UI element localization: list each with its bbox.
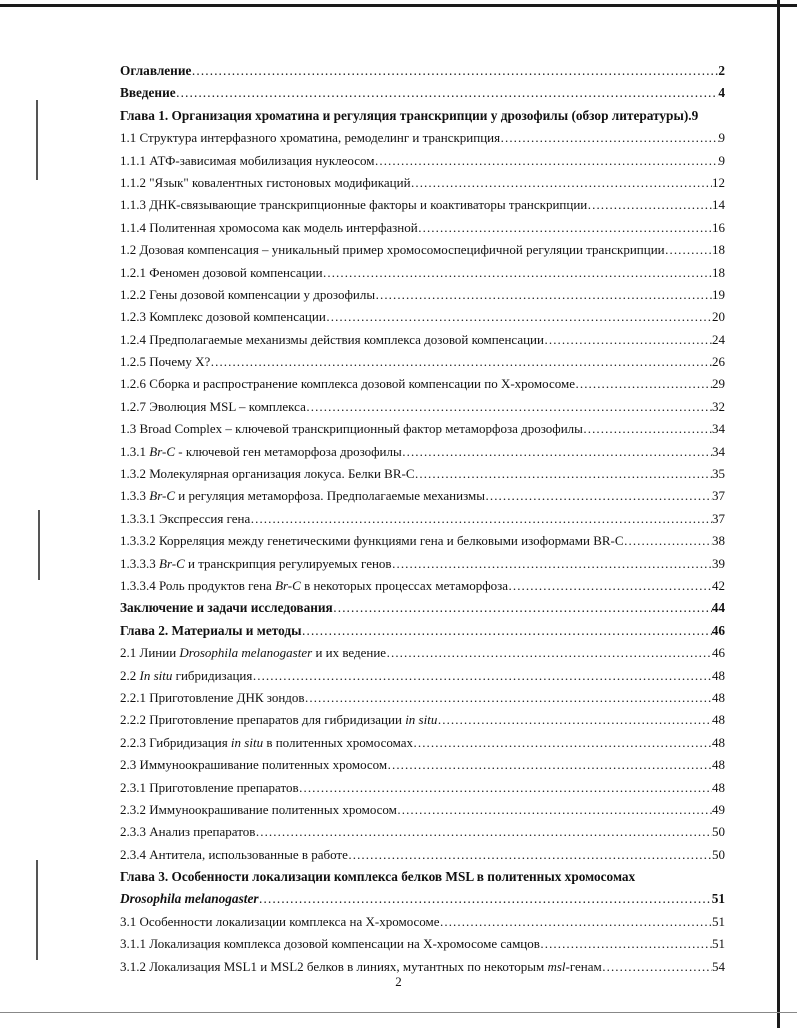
- toc-entry[interactable]: [120, 553, 725, 575]
- toc-entry-title: 1.3.2 Молекулярная организация локуса. Белки BR-C: [120, 466, 415, 482]
- toc-entry-page: 24: [712, 331, 725, 347]
- toc-entry[interactable]: [120, 508, 725, 530]
- toc-entry[interactable]: [120, 888, 725, 910]
- toc-dot-leader: [252, 665, 712, 687]
- toc-dot-leader: [259, 888, 712, 910]
- toc-entry-title: 2.3.1 Приготовление препаратов: [120, 779, 299, 795]
- toc-entry-page: 54: [712, 958, 725, 974]
- toc-entry-page: 48: [712, 757, 725, 773]
- toc-entry-title-italic: Drosophila melanogaster: [179, 645, 313, 661]
- toc-entry-title-part: 2.2.3 Гибридизация: [120, 734, 231, 750]
- toc-dot-leader: [544, 329, 712, 351]
- toc-entry[interactable]: [120, 396, 725, 418]
- toc-entry[interactable]: [120, 687, 725, 709]
- toc-entry-title-part: 2.2.2 Приготовление препаратов для гибридизации: [120, 712, 406, 728]
- toc-dot-leader: [397, 799, 712, 821]
- toc-entry-title: Заключение и задачи исследования: [120, 600, 333, 616]
- toc-entry-title: [120, 553, 392, 575]
- toc-entry[interactable]: [120, 239, 725, 261]
- toc-entry-page: 34: [712, 443, 725, 459]
- toc-dot-leader: [326, 306, 712, 328]
- toc-entry-page: 48: [712, 734, 725, 750]
- toc-entry-title: [120, 575, 508, 597]
- toc-entry-title: 1.2 Дозовая компенсация – уникальный пример хромосомоспецифичной регуляции транскрипции: [120, 242, 665, 258]
- toc-entry[interactable]: [120, 127, 725, 149]
- toc-dot-leader: [305, 687, 712, 709]
- toc-entry-page: 32: [712, 398, 725, 414]
- margin-binding-mark: [36, 100, 38, 180]
- toc-dot-leader: [418, 217, 712, 239]
- toc-entry-title: 1.1.4 Политенная хромосома как модель интерфазной: [120, 219, 418, 235]
- page-number: 2: [395, 974, 402, 989]
- toc-entry[interactable]: [120, 709, 725, 731]
- toc-entry-title: 1.3.3.2 Корреляция между генетическими функциями гена и белковыми изоформами BR-C: [120, 533, 624, 549]
- toc-dot-leader: [437, 709, 712, 731]
- toc-entry-page: 16: [712, 219, 725, 235]
- toc-entry-page: 48: [712, 667, 725, 683]
- toc-entry-title: 3.1 Особенности локализации комплекса на X-хромосоме: [120, 913, 440, 929]
- toc-entry-page: 29: [712, 376, 725, 392]
- toc-dot-leader: [587, 194, 712, 216]
- toc-dot-leader: [508, 575, 712, 597]
- toc-entry-page: 39: [712, 555, 725, 571]
- toc-entry[interactable]: [120, 575, 725, 597]
- toc-entry-title-italic: In situ: [139, 667, 173, 683]
- toc-entry[interactable]: [120, 530, 725, 552]
- toc-entry-page: 51: [712, 936, 725, 952]
- toc-dot-leader: [299, 777, 712, 799]
- toc-entry-title-part: 1.3.3.3: [120, 555, 159, 571]
- toc-entry-title: 1.2.3 Комплекс дозовой компенсации: [120, 309, 326, 325]
- toc-entry-page: 51: [711, 891, 725, 907]
- toc-dot-leader: [485, 485, 712, 507]
- toc-entry-title: 2.2.1 Приготовление ДНК зондов: [120, 689, 305, 705]
- toc-entry[interactable]: [120, 150, 725, 172]
- toc-entry-page: 46: [711, 622, 725, 638]
- toc-entry-title: 3.1.1 Локализация комплекса дозовой компенсации на X-хромосоме самцов: [120, 936, 540, 952]
- toc-entry[interactable]: [120, 441, 725, 463]
- toc-entry[interactable]: [120, 217, 725, 239]
- toc-entry-page: 37: [712, 488, 725, 504]
- toc-entry-page: 50: [712, 824, 725, 840]
- toc-entry-title-part: 3.1.2 Локализация MSL1 и MSL2 белков в линиях, мутантных по некоторым: [120, 958, 548, 974]
- toc-entry[interactable]: [120, 933, 725, 955]
- toc-entry-title: Глава 1. Организация хроматина и регуляция транскрипции у дрозофилы (обзор литературы).: [120, 107, 692, 123]
- toc-entry-title: 1.1.2 "Язык" ковалентных гистоновых модификаций: [120, 174, 411, 190]
- toc-entry-page: 12: [712, 174, 725, 190]
- scan-border-bottom: [0, 1012, 797, 1013]
- margin-binding-mark: [36, 860, 38, 960]
- toc-entry[interactable]: [120, 418, 725, 440]
- toc-entry-title-part: в некоторых процессах метаморфоза: [300, 577, 509, 593]
- toc-dot-leader: [250, 508, 712, 530]
- toc-entry[interactable]: [120, 105, 725, 127]
- toc-entry[interactable]: [120, 485, 725, 507]
- toc-entry-page: 49: [712, 801, 725, 817]
- toc-entry-title: Глава 2. Материалы и методы: [120, 622, 302, 638]
- toc-entry[interactable]: [120, 262, 725, 284]
- toc-dot-leader: [301, 620, 711, 642]
- toc-entry-title-italic: in situ: [230, 734, 264, 750]
- toc-entry[interactable]: [120, 732, 725, 754]
- toc-entry-title: 1.1.1 АТФ-зависимая мобилизация нуклеосом: [120, 152, 375, 168]
- toc-dot-leader: [386, 642, 712, 664]
- toc-entry-title-italic: Br-C: [275, 577, 301, 593]
- toc-entry-title: [120, 732, 413, 754]
- toc-dot-leader: [540, 933, 712, 955]
- toc-entry-title: 2.3 Иммуноокрашивание политенных хромосом: [120, 757, 388, 773]
- toc-entry-title: [120, 441, 402, 463]
- toc-entry-title-part: и транскрипция регулируемых генов: [184, 555, 392, 571]
- toc-entry-title: 2.3.3 Анализ препаратов: [120, 824, 256, 840]
- toc-entry[interactable]: [120, 642, 725, 664]
- toc-entry[interactable]: [120, 194, 725, 216]
- toc-entry-title: [120, 709, 437, 731]
- toc-entry-page: 51: [712, 913, 725, 929]
- toc-entry-title: Глава 3. Особенности локализации комплекса белков MSL в политенных хромосомах: [120, 869, 636, 885]
- toc-entry[interactable]: [120, 844, 725, 866]
- toc-entry-page: 9: [718, 130, 725, 146]
- toc-dot-leader: [665, 239, 712, 261]
- toc-dot-leader: [375, 150, 719, 172]
- toc-entry-page: 9: [718, 152, 725, 168]
- toc-entry-page: 42: [712, 577, 725, 593]
- toc-entry-title-italic: msl: [547, 958, 566, 974]
- toc-entry-title-part: гибридизация: [172, 667, 253, 683]
- toc-entry-page: 9: [691, 107, 699, 123]
- toc-entry-title-part: и регуляция метаморфоза. Предполагаемые механизмы: [175, 488, 486, 504]
- toc-entry[interactable]: [120, 373, 725, 395]
- toc-entry-page: 19: [712, 286, 725, 302]
- toc-entry-title: [120, 888, 259, 910]
- toc-entry-title: 1.2.5 Почему X?: [120, 354, 211, 370]
- toc-entry-title-part: - ключевой ген метаморфоза дрозофилы: [175, 443, 402, 459]
- scan-border-right: [777, 0, 780, 1028]
- toc-entry-title: Введение: [120, 85, 176, 101]
- toc-dot-leader: [624, 530, 712, 552]
- toc-entry-title-part: и их ведение: [312, 645, 387, 661]
- toc-entry-page: 48: [712, 689, 725, 705]
- toc-dot-leader: [575, 373, 712, 395]
- toc-entry-title-italic: Br-C: [149, 488, 175, 504]
- toc-dot-leader: [255, 821, 712, 843]
- toc-entry[interactable]: [120, 665, 725, 687]
- toc-entry-title-part: 1.3.3: [120, 488, 150, 504]
- toc-entry[interactable]: [120, 911, 725, 933]
- toc-dot-leader: [411, 172, 712, 194]
- toc-entry[interactable]: [120, 463, 725, 485]
- toc-entry-page: 37: [712, 510, 725, 526]
- toc-entry-title: 1.3 Broad Complex – ключевой транскрипционный фактор метаморфоза дрозофилы: [120, 421, 583, 437]
- toc-dot-leader: [402, 441, 712, 463]
- toc-entry[interactable]: [120, 799, 725, 821]
- toc-entry-title-part: 2.1 Линии: [120, 645, 180, 661]
- toc-entry-title-part: 1.3.1: [120, 443, 150, 459]
- toc-entry-page: 38: [712, 533, 725, 549]
- margin-binding-mark: [38, 510, 40, 580]
- toc-entry[interactable]: [120, 777, 725, 799]
- toc-entry-page: 4: [718, 85, 725, 101]
- toc-entry[interactable]: [120, 821, 725, 843]
- toc-entry-title-italic: Br-C: [149, 443, 175, 459]
- toc-entry-page: 18: [712, 242, 725, 258]
- toc-dot-leader: [210, 351, 712, 373]
- toc-entry-title: [120, 485, 485, 507]
- toc-entry-title: 2.3.4 Антитела, использованные в работе: [120, 846, 348, 862]
- toc-entry-page: 14: [712, 197, 725, 213]
- toc-entry-title: 1.1 Структура интерфазного хроматина, ремоделинг и транскрипция: [120, 130, 501, 146]
- toc-entry-title-italic: in situ: [405, 712, 438, 728]
- toc-entry[interactable]: [120, 172, 725, 194]
- toc-entry-title-italic: Drosophila melanogaster: [120, 891, 259, 907]
- toc-entry-title: 1.2.1 Феномен дозовой компенсации: [120, 264, 323, 280]
- toc-dot-leader: [191, 60, 718, 82]
- toc-entry-page: 2: [718, 63, 725, 78]
- toc-entry[interactable]: [120, 329, 725, 351]
- toc-entry[interactable]: [120, 866, 725, 888]
- toc-entry-page: 48: [712, 712, 725, 728]
- toc-entry-title: [120, 665, 252, 687]
- toc-entry-title: 1.2.7 Эволюция MSL – комплекса: [120, 398, 306, 414]
- toc-dot-leader: [375, 284, 712, 306]
- toc-entry-title-part: 1.3.3.4 Роль продуктов гена: [120, 577, 276, 593]
- toc-dot-leader: [440, 911, 712, 933]
- toc-dot-leader: [306, 396, 712, 418]
- toc-dot-leader: [415, 463, 712, 485]
- toc-entry-page: 35: [712, 466, 725, 482]
- scan-border-top: [0, 4, 797, 7]
- toc-entry-title-italic: Br-C: [159, 555, 185, 571]
- table-of-contents: [120, 60, 725, 978]
- toc-entry[interactable]: [120, 60, 725, 82]
- toc-entry[interactable]: [120, 620, 725, 642]
- toc-dot-leader: [500, 127, 718, 149]
- toc-dot-leader: [583, 418, 712, 440]
- toc-entry[interactable]: [120, 82, 725, 104]
- toc-entry[interactable]: [120, 306, 725, 328]
- toc-dot-leader: [348, 844, 712, 866]
- toc-entry-title: 1.2.4 Предполагаемые механизмы действия комплекса дозовой компенсации: [120, 331, 544, 347]
- toc-dot-leader: [333, 597, 712, 619]
- toc-entry-page: 44: [711, 600, 725, 616]
- toc-dot-leader: [392, 553, 712, 575]
- toc-entry-page: 18: [712, 264, 725, 280]
- toc-dot-leader: [413, 732, 712, 754]
- toc-entry[interactable]: [120, 597, 725, 619]
- toc-dot-leader: [176, 82, 719, 104]
- toc-entry[interactable]: [120, 284, 725, 306]
- toc-entry-title: 1.1.3 ДНК-связывающие транскрипционные факторы и коактиваторы транскрипции: [120, 197, 588, 213]
- toc-entry-page: 50: [712, 846, 725, 862]
- toc-entry-title: 1.2.2 Гены дозовой компенсации у дрозофилы: [120, 286, 376, 302]
- toc-entry-page: 46: [712, 645, 725, 661]
- toc-entry-title: Оглавление: [120, 63, 192, 78]
- toc-entry[interactable]: [120, 754, 725, 776]
- toc-entry-title: 1.2.6 Сборка и распространение комплекса дозовой компенсации по X-хромосоме: [120, 376, 576, 392]
- toc-dot-leader: [323, 262, 712, 284]
- toc-entry-page: 20: [712, 309, 725, 325]
- toc-entry-title-part: -генам: [565, 958, 602, 974]
- toc-entry-page: 48: [712, 779, 725, 795]
- toc-entry-title-part: 2.2: [120, 667, 140, 683]
- toc-entry-title: [120, 642, 386, 664]
- toc-dot-leader: [387, 754, 712, 776]
- toc-entry-page: 34: [712, 421, 725, 437]
- toc-entry-page: 26: [712, 354, 725, 370]
- toc-entry-title-part: в политенных хромосомах: [263, 734, 414, 750]
- toc-entry-title: 2.3.2 Иммуноокрашивание политенных хромосом: [120, 801, 397, 817]
- toc-entry-title: 1.3.3.1 Экспрессия гена: [120, 510, 251, 526]
- toc-entry[interactable]: [120, 351, 725, 373]
